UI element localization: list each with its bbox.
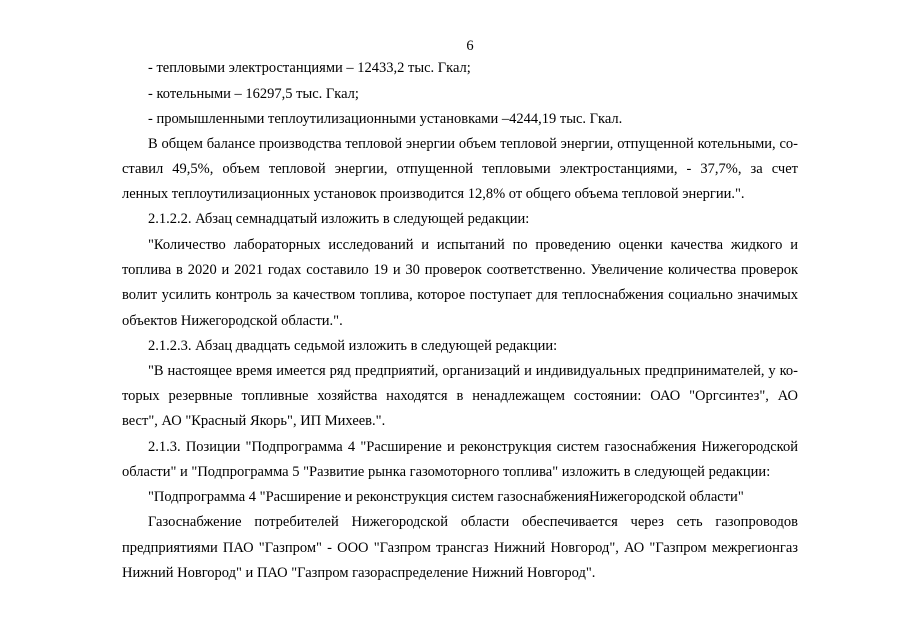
list-item-thermal-plants: - тепловыми электростанциями – 12433,2 тыс. Гкал;	[148, 60, 471, 76]
paragraph-lab-line-2: топлива в 2020 и 2021 годах составило 19 и 30 проверок соответственно. Увеличение количества проверок	[122, 262, 798, 278]
paragraph-balance-line-1: В общем балансе производства тепловой энергии объем тепловой энергии, отпущенной котельными, со-	[148, 136, 798, 152]
paragraph-balance-line-2: ставил 49,5%, объем тепловой энергии, отпущенной тепловыми электростанциями, - 37,7%, за счет	[122, 161, 798, 177]
paragraph-lab-line-3: волит усилить контроль за качеством топлива, которое поступает для теплоснабжения социально значимых	[122, 287, 798, 303]
list-item-boiler-houses: - котельными – 16297,5 тыс. Гкал;	[148, 86, 359, 102]
page-number: 6	[466, 38, 474, 54]
paragraph-gas-line-1: Газоснабжение потребителей Нижегородской области обеспечивается через сеть газопроводов	[148, 514, 798, 530]
paragraph-lab-line-1: "Количество лабораторных исследований и испытаний по проведению оценки качества жидкого и	[148, 237, 798, 253]
clause-2-1-3-line-1: 2.1.3. Позиции "Подпрограмма 4 "Расширение и реконструкция систем газоснабжения Нижегородской	[148, 439, 798, 455]
paragraph-reserve-line-1: "В настоящее время имеется ряд предприятий, организаций и индивидуальных предпринимателей, у ко-	[148, 363, 798, 379]
clause-2-1-3-line-2: области" и "Подпрограмма 5 "Развитие рынка газомоторного топлива" изложить в следующей редакции:	[122, 464, 771, 480]
paragraph-balance-line-3: ленных теплоутилизационных установок производится 12,8% от общего объема тепловой энергии.".	[122, 186, 745, 202]
paragraph-gas-line-3: Нижний Новгород" и ПАО "Газпром газораспределение Нижний Новгород".	[122, 565, 596, 581]
subprogram-4-heading: "Подпрограмма 4 "Расширение и реконструкция систем газоснабженияНижегородской области"	[148, 489, 744, 505]
list-item-heat-recovery: - промышленными теплоутилизационными установками –4244,19 тыс. Гкал.	[148, 111, 623, 127]
paragraph-reserve-line-3: вест", АО "Красный Якорь", ИП Михеев.".	[122, 413, 386, 429]
paragraph-reserve-line-2: торых резервные топливные хозяйства находятся в ненадлежащем состоянии: ОАО "Оргсинтез", АО	[122, 388, 798, 404]
clause-2-1-2-2: 2.1.2.2. Абзац семнадцатый изложить в следующей редакции:	[148, 211, 530, 227]
paragraph-gas-line-2: предприятиями ПАО "Газпром" - ООО "Газпром трансгаз Нижний Новгород", АО "Газпром межрегионгаз	[122, 540, 798, 556]
paragraph-lab-line-4: объектов Нижегородской области.".	[122, 313, 343, 329]
clause-2-1-2-3: 2.1.2.3. Абзац двадцать седьмой изложить в следующей редакции:	[148, 338, 558, 354]
